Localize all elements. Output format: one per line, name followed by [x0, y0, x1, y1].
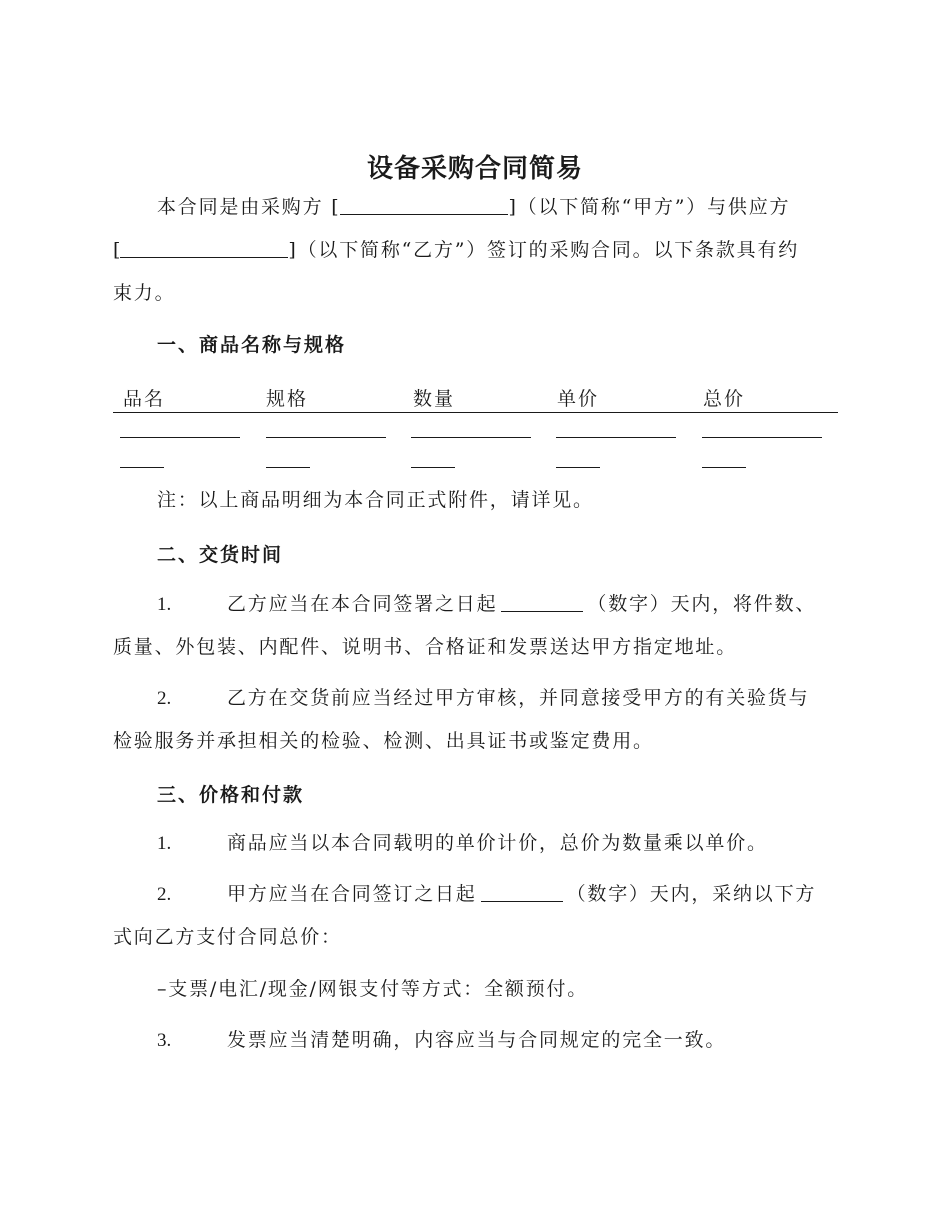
- intro-paragraph: [113, 186, 833, 315]
- document-title: 设备采购合同简易: [366, 154, 583, 184]
- table-header-unit-price: 单价: [557, 388, 600, 410]
- goods-table-row: [113, 413, 838, 473]
- item-number: 2.: [157, 688, 172, 709]
- delivery-item-2-text-a: 乙方在交货前应当经过甲方审核，并同意接受甲方的有关验货与: [227, 687, 810, 709]
- blank-quantity-cont: [411, 467, 455, 468]
- blank-name: [120, 437, 240, 438]
- table-header-quantity: 数量: [413, 388, 456, 410]
- goods-note: [113, 479, 833, 522]
- price-item-2-text-c: 式向乙方支付合同总价：: [113, 926, 342, 948]
- price-item-2-text-b: （数字）天内，采纳以下方: [566, 883, 817, 905]
- intro-text-4: ]（以下简称“乙方”）签订的采购合同。以下条款具有约: [288, 239, 800, 261]
- blank-name-cont: [120, 467, 164, 468]
- intro-text-5: 束力。: [113, 282, 176, 304]
- delivery-item-1-text-a: 乙方应当在本合同签署之日起: [227, 593, 498, 615]
- buyer-name-blank: [340, 196, 508, 215]
- table-header-total-price: 总价: [703, 388, 746, 410]
- goods-note-text: 注：以上商品明细为本合同正式附件，请详见。: [157, 489, 594, 511]
- blank-unit-price-cont: [556, 467, 600, 468]
- price-item-3-text: 发票应当清楚明确，内容应当与合同规定的完全一致。: [227, 1029, 727, 1051]
- blank-quantity: [411, 437, 531, 438]
- goods-table-header: [113, 382, 838, 413]
- intro-text-2: ]（以下简称“甲方”）与供应方: [508, 196, 791, 218]
- delivery-item-1-text-c: 质量、外包装、内配件、说明书、合格证和发票送达甲方指定地址。: [113, 636, 738, 658]
- delivery-item-2: [113, 677, 833, 763]
- price-item-3: [113, 1019, 833, 1062]
- price-item-1-text: 商品应当以本合同载明的单价计价，总价为数量乘以单价。: [227, 832, 768, 854]
- intro-text-3: [: [113, 239, 121, 261]
- payment-method-text: –支票/电汇/现金/网银支付等方式：全额预付。: [157, 978, 589, 1000]
- price-item-2: [113, 873, 833, 959]
- delivery-item-2-text-b: 检验服务并承担相关的检验、检测、出具证书或鉴定费用。: [113, 730, 654, 752]
- item-number: 3.: [157, 1030, 172, 1051]
- price-item-1: [113, 822, 833, 865]
- blank-spec: [266, 437, 386, 438]
- intro-text-1: 本合同是由采购方 [: [157, 196, 341, 218]
- payment-method: [113, 968, 833, 1011]
- payment-days-blank: [481, 883, 563, 902]
- item-number: 2.: [157, 884, 172, 905]
- supplier-name-blank: [120, 239, 288, 258]
- table-header-spec: 规格: [266, 388, 309, 410]
- section-heading-2: 二、交货时间: [157, 544, 284, 566]
- goods-table: [113, 382, 838, 473]
- item-number: 1.: [157, 594, 172, 615]
- section-heading-1: 一、商品名称与规格: [157, 334, 347, 356]
- price-item-2-text-a: 甲方应当在合同签订之日起: [227, 883, 477, 905]
- blank-total-price: [702, 437, 822, 438]
- table-header-name: 品名: [123, 388, 166, 410]
- blank-spec-cont: [266, 467, 310, 468]
- blank-unit-price: [556, 437, 676, 438]
- blank-total-price-cont: [702, 467, 746, 468]
- delivery-item-1-text-b: （数字）天内，将件数、: [587, 593, 817, 615]
- item-number: 1.: [157, 833, 172, 854]
- section-heading-3: 三、价格和付款: [157, 784, 305, 806]
- delivery-days-blank: [501, 593, 583, 612]
- delivery-item-1: [113, 583, 833, 669]
